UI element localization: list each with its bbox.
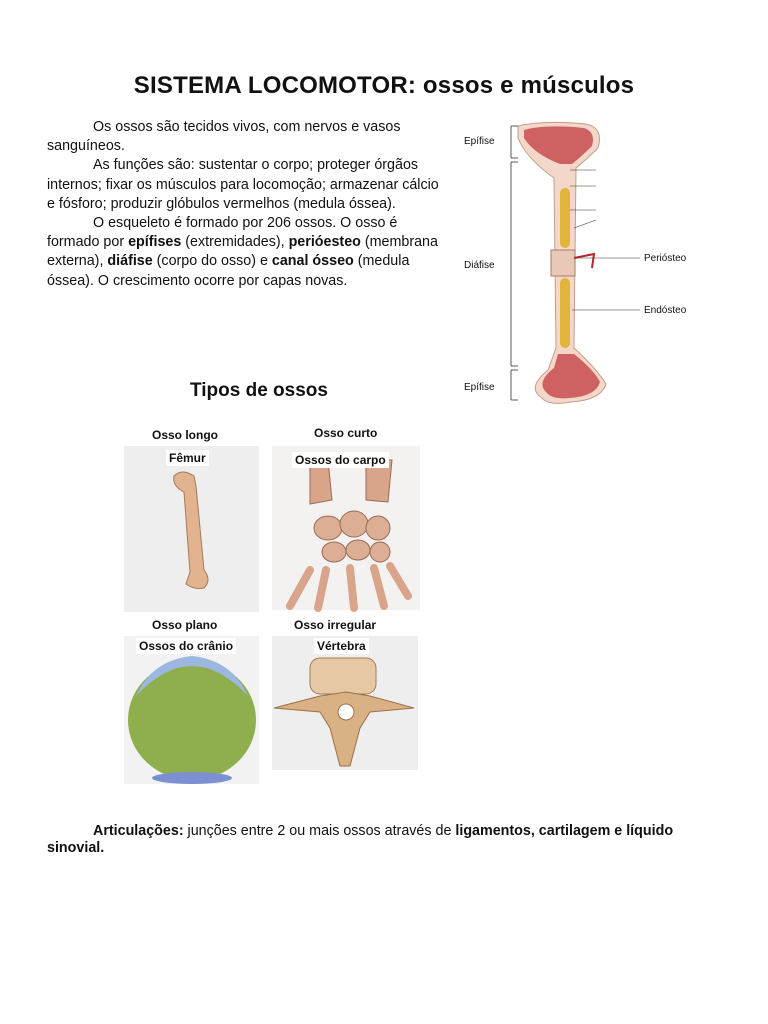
bone-type-title: Osso longo bbox=[152, 428, 218, 442]
intro-text bbox=[47, 118, 447, 291]
text-segment: O esqueleto é formado por 206 ossos. O osso é formado por bbox=[47, 215, 398, 251]
intro-paragraph-1: Os ossos são tecidos vivos, com nervos e vasos sanguíneos. bbox=[47, 119, 401, 155]
bone-type-title: Osso plano bbox=[152, 618, 218, 632]
articulacoes-paragraph bbox=[47, 823, 727, 857]
label-endosteo: Endósteo bbox=[644, 305, 687, 316]
term-periosteo: perióesteo bbox=[288, 234, 361, 251]
bone-type-title: Osso irregular bbox=[294, 618, 377, 632]
text-segment: (extremidades), bbox=[181, 234, 289, 251]
text-segment: (medula óssea). O crescimento ocorre por capas novas. bbox=[47, 253, 410, 289]
bone-type-irregular bbox=[270, 616, 422, 786]
section-title-tipos-de-ossos: Tipos de ossos bbox=[190, 380, 328, 401]
bone-type-example: Ossos do carpo bbox=[292, 452, 389, 468]
label-diafise: Diáfise bbox=[464, 260, 495, 271]
bone-type-example: Ossos do crânio bbox=[136, 638, 236, 654]
text-segment: (membrana externa), bbox=[47, 234, 438, 270]
term-ligamentos: ligamentos, cartilagem e líquido sinovial. bbox=[47, 823, 674, 856]
yellow-marrow-upper bbox=[560, 188, 570, 248]
term-epifises: epífises bbox=[128, 234, 182, 251]
label-epifise-bottom: Epífise bbox=[464, 382, 495, 393]
term-articulacoes: Articulações: bbox=[93, 823, 184, 839]
intro-paragraph-2: As funções são: sustentar o corpo; proteger órgãos internos; fixar os músculos para locomoção; armazenar cálcio e fósforo; produzir glóbulos vermelhos (medula óssea). bbox=[47, 157, 439, 212]
label-epifise-top: Epífise bbox=[464, 136, 495, 147]
bone-type-example: Vértebra bbox=[314, 638, 369, 654]
periosteum-flap bbox=[574, 254, 594, 268]
page-title: SISTEMA LOCOMOTOR: ossos e músculos bbox=[133, 72, 635, 99]
carpal-bones-image bbox=[270, 420, 422, 616]
bone-type-example: Fêmur bbox=[166, 450, 209, 466]
long-bone-diagram bbox=[456, 118, 716, 408]
text-segment: (corpo do osso) e bbox=[152, 253, 272, 270]
bone-type-short bbox=[270, 420, 422, 616]
bone-type-long bbox=[122, 420, 262, 616]
yellow-marrow-lower bbox=[560, 278, 570, 348]
bone-type-flat bbox=[122, 616, 262, 786]
text-segment: junções entre 2 ou mais ossos através de bbox=[183, 823, 456, 839]
term-canal-osseo: canal ósseo bbox=[271, 253, 354, 270]
term-diafise: diáfise bbox=[107, 253, 153, 270]
bone-type-title: Osso curto bbox=[314, 426, 378, 440]
label-periosteo: Periósteo bbox=[644, 253, 687, 264]
cut-section bbox=[551, 250, 575, 276]
intro-paragraph-3 bbox=[47, 214, 447, 291]
